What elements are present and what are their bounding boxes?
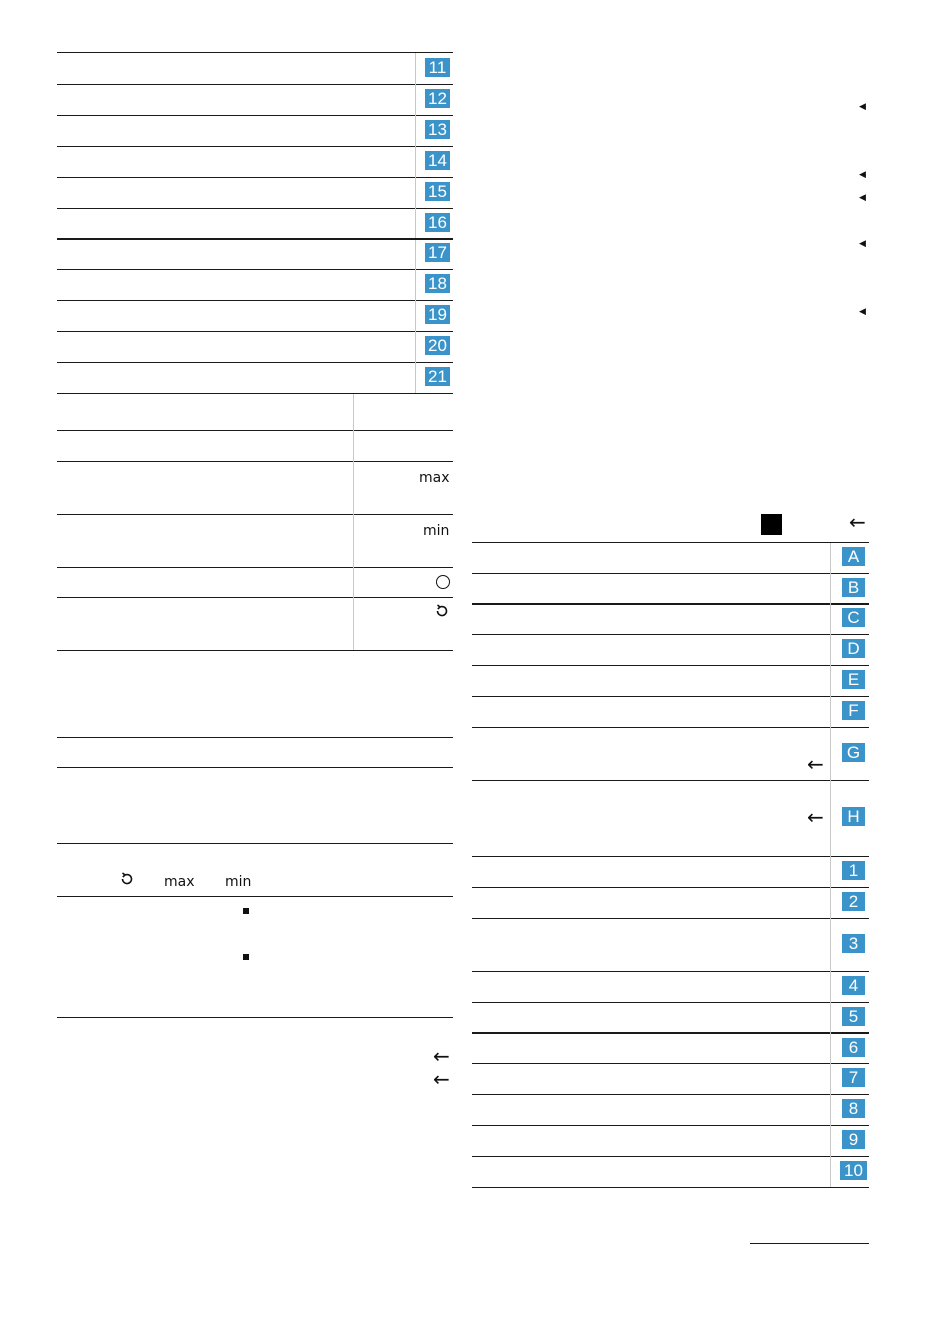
left-triangle-icon: ◀ xyxy=(859,193,866,203)
row-divider xyxy=(472,727,869,728)
row-divider xyxy=(472,856,869,857)
letter-badge-b: B xyxy=(842,578,865,597)
row-divider xyxy=(472,573,869,574)
row-divider xyxy=(57,843,453,844)
row-divider xyxy=(472,634,869,635)
row-divider xyxy=(57,597,453,598)
row-divider xyxy=(57,238,453,240)
letter-badge-a: A xyxy=(842,547,865,566)
number-badge-8: 8 xyxy=(842,1099,865,1118)
row-divider xyxy=(57,461,453,462)
number-badge-2: 2 xyxy=(842,892,865,911)
number-badge-10: 10 xyxy=(840,1161,867,1180)
letter-badge-e: E xyxy=(842,670,865,689)
letter-badge-c: C xyxy=(842,608,865,627)
row-divider xyxy=(472,1002,869,1003)
row-divider xyxy=(57,567,453,568)
row-divider xyxy=(472,1032,869,1034)
row-divider xyxy=(472,665,869,666)
row-divider xyxy=(57,430,453,431)
number-badge-21: 21 xyxy=(425,367,450,386)
left-triangle-icon: ◀ xyxy=(859,239,866,249)
row-divider xyxy=(57,115,453,116)
circle-icon xyxy=(436,575,450,589)
row-divider xyxy=(57,737,453,738)
footer-rule xyxy=(750,1243,869,1244)
left-triangle-icon: ◀ xyxy=(859,102,866,112)
number-badge-18: 18 xyxy=(425,274,450,293)
row-divider xyxy=(472,918,869,919)
number-badge-5: 5 xyxy=(842,1007,865,1026)
row-divider xyxy=(57,650,453,651)
column-divider xyxy=(353,394,354,650)
row-divider xyxy=(472,887,869,888)
row-divider xyxy=(57,331,453,332)
number-badge-19: 19 xyxy=(425,305,450,324)
left-triangle-icon: ◀ xyxy=(859,307,866,317)
letter-badge-f: F xyxy=(842,701,865,720)
row-divider xyxy=(57,208,453,209)
row-divider xyxy=(472,1094,869,1095)
number-badge-7: 7 xyxy=(842,1068,865,1087)
min-label: min xyxy=(225,874,252,890)
max-label: max xyxy=(164,874,195,890)
row-divider xyxy=(472,1187,869,1188)
column-divider xyxy=(415,53,416,238)
column-divider xyxy=(830,543,831,1187)
rotate-arrow-icon xyxy=(119,871,135,887)
number-badge-16: 16 xyxy=(425,213,450,232)
row-divider xyxy=(57,52,453,53)
left-arrow-icon: ← xyxy=(807,805,824,829)
row-divider xyxy=(57,84,453,85)
row-divider xyxy=(472,696,869,697)
row-divider xyxy=(57,300,453,301)
number-badge-1: 1 xyxy=(842,861,865,880)
letter-badge-h: H xyxy=(842,807,865,826)
number-badge-9: 9 xyxy=(842,1130,865,1149)
row-divider xyxy=(57,177,453,178)
left-triangle-icon: ◀ xyxy=(859,170,866,180)
number-badge-14: 14 xyxy=(425,151,450,170)
filled-square-icon xyxy=(761,514,782,535)
number-badge-20: 20 xyxy=(425,336,450,355)
max-label: max xyxy=(419,470,450,486)
row-divider xyxy=(472,1125,869,1126)
row-divider xyxy=(57,767,453,768)
row-divider xyxy=(57,896,453,897)
row-divider xyxy=(472,542,869,543)
number-badge-12: 12 xyxy=(425,89,450,108)
number-badge-4: 4 xyxy=(842,976,865,995)
row-divider xyxy=(472,780,869,781)
number-badge-17: 17 xyxy=(425,243,450,262)
letter-badge-d: D xyxy=(842,639,865,658)
row-divider xyxy=(472,971,869,972)
left-arrow-icon: ← xyxy=(433,1044,450,1068)
row-divider xyxy=(472,603,869,605)
number-badge-11: 11 xyxy=(425,58,450,77)
row-divider xyxy=(57,393,453,394)
letter-badge-g: G xyxy=(842,743,865,762)
row-divider xyxy=(57,1017,453,1018)
column-divider xyxy=(415,240,416,393)
row-divider xyxy=(57,514,453,515)
rotate-arrow-icon xyxy=(434,603,450,619)
left-arrow-icon: ← xyxy=(849,510,866,534)
row-divider xyxy=(57,146,453,147)
number-badge-6: 6 xyxy=(842,1038,865,1057)
number-badge-3: 3 xyxy=(842,934,865,953)
row-divider xyxy=(57,269,453,270)
min-label: min xyxy=(423,523,450,539)
left-arrow-icon: ← xyxy=(807,752,824,776)
row-divider xyxy=(472,1063,869,1064)
row-divider xyxy=(57,362,453,363)
row-divider xyxy=(472,1156,869,1157)
number-badge-13: 13 xyxy=(425,120,450,139)
number-badge-15: 15 xyxy=(425,182,450,201)
left-arrow-icon: ← xyxy=(433,1067,450,1091)
bullet-square-icon xyxy=(243,954,249,960)
bullet-square-icon xyxy=(243,908,249,914)
